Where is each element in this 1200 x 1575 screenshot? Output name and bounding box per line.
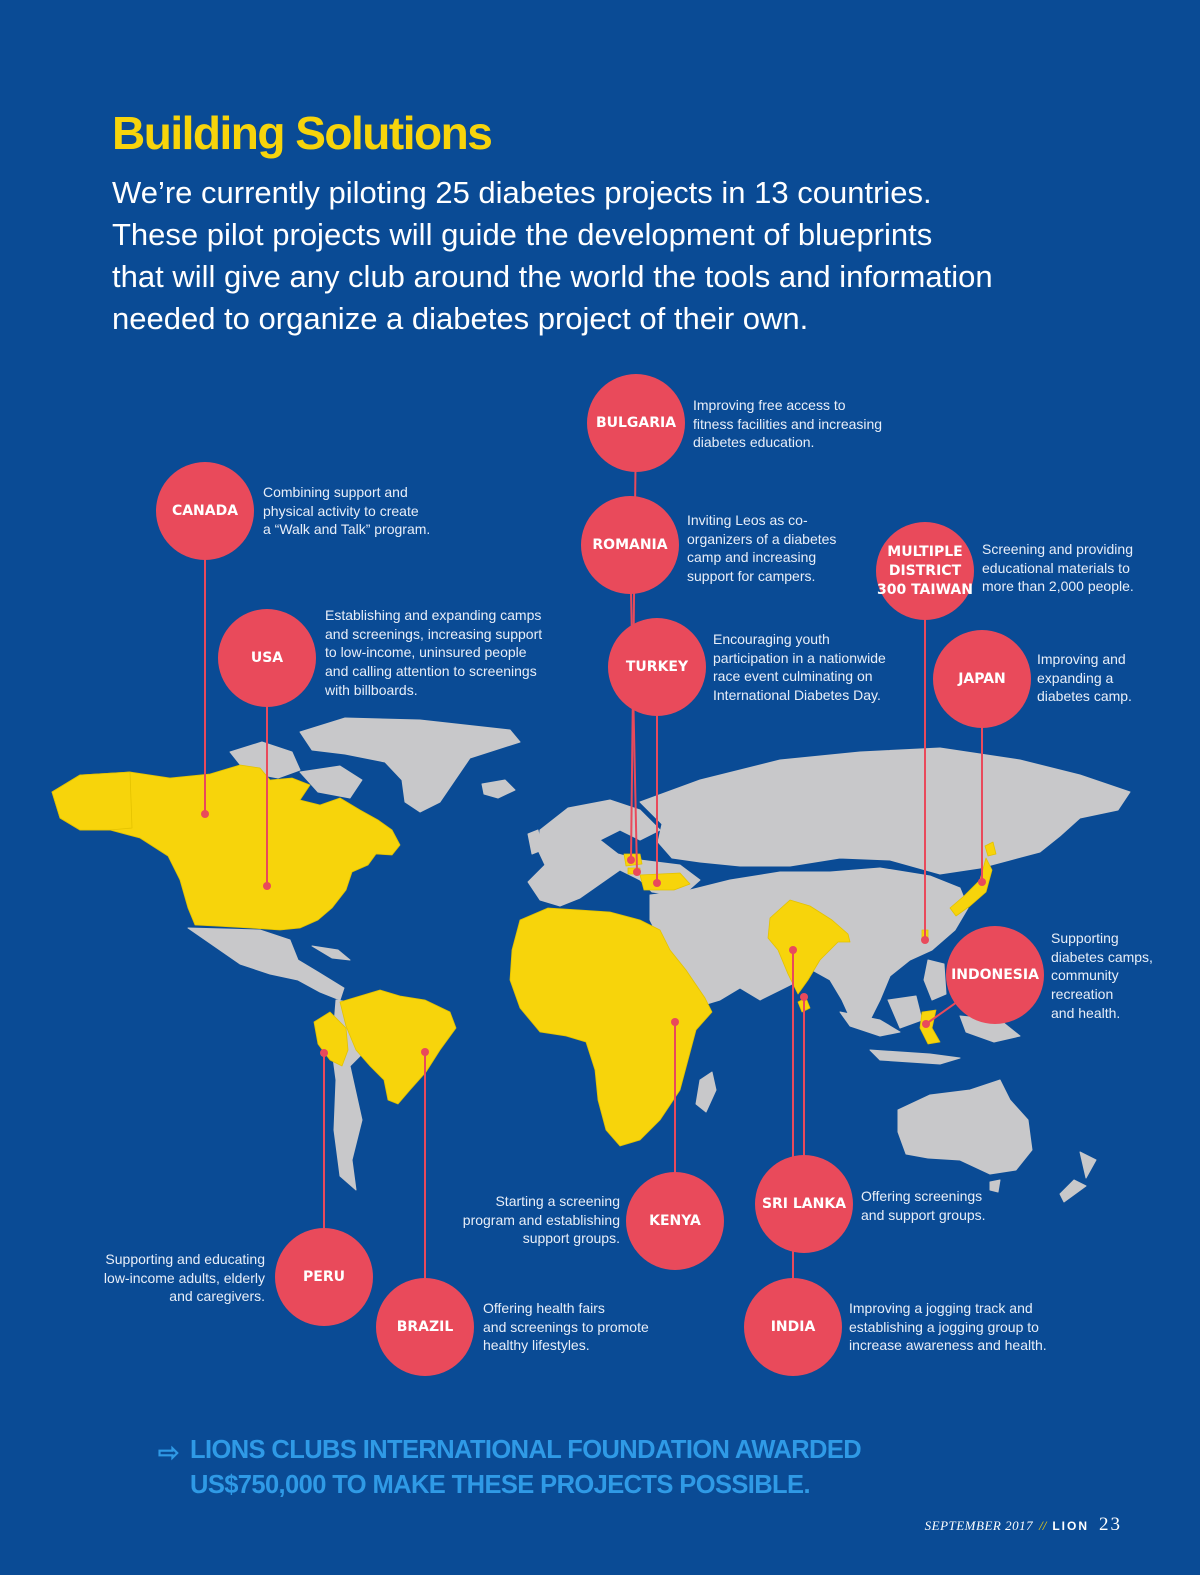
canada-description-line: physical activity to create — [263, 502, 419, 519]
japan-marker-label: JAPAN — [958, 670, 1006, 687]
usa-location-dot — [263, 882, 271, 890]
usa-description-line: Establishing and expanding camps — [325, 607, 542, 623]
turkey-marker-label: TURKEY — [625, 658, 689, 675]
kenya-description-line: Starting a screening — [495, 1193, 620, 1209]
srilanka-description-line: and support groups. — [861, 1206, 986, 1223]
borneo-land — [888, 996, 922, 1028]
turkey-description — [713, 630, 886, 705]
taiwan-location-dot — [921, 936, 929, 944]
india-location-dot — [789, 946, 797, 954]
romania-marker-label: ROMANIA — [592, 536, 668, 553]
folio-page-number: 23 — [1099, 1514, 1122, 1535]
india-description-line: increase awareness and health. — [849, 1337, 1047, 1354]
indonesia-land — [870, 1050, 960, 1064]
indonesia-location-dot — [922, 1020, 930, 1028]
bulgaria-description — [693, 396, 882, 452]
bulgaria-location-dot — [627, 856, 635, 864]
srilanka-description — [861, 1187, 986, 1224]
usa-description-line: and calling attention to screenings — [325, 663, 537, 680]
iceland-land — [482, 780, 515, 798]
callout-line: US$750,000 TO MAKE THESE PROJECTS POSSIBLE. — [190, 1471, 810, 1499]
indonesia-description — [1051, 929, 1153, 1023]
peru-marker-label: PERU — [303, 1268, 345, 1285]
page-folio — [925, 1514, 1122, 1536]
page-title: Building Solutions — [112, 107, 492, 159]
brazil-description-line: Offering health fairs — [483, 1300, 605, 1316]
canada-description — [263, 483, 430, 539]
romania-description — [687, 511, 836, 586]
usa-description-line: to low-income, uninsured people — [325, 644, 527, 661]
peru-description — [104, 1250, 265, 1306]
foundation-award-callout — [158, 1433, 861, 1503]
romania-marker — [581, 496, 679, 594]
australia-land — [898, 1080, 1032, 1174]
intro-line: These pilot projects will guide the development of blueprints — [112, 217, 933, 252]
taiwan-description-line: Screening and providing — [982, 541, 1133, 557]
arctic-islands-land — [300, 766, 362, 798]
usa-description-line: and screenings, increasing support — [325, 625, 543, 642]
kenya-marker-label: KENYA — [649, 1212, 701, 1229]
canada-marker — [156, 462, 254, 560]
greenland-land — [300, 718, 520, 812]
new-zealand-land — [1080, 1152, 1096, 1178]
india-description-line: establishing a jogging group to — [849, 1318, 1039, 1335]
indonesia-description-line: community — [1051, 967, 1119, 984]
taiwan-description-line: educational materials to — [982, 559, 1130, 576]
brazil-marker — [376, 1278, 474, 1376]
tasmania-land — [990, 1180, 1000, 1192]
bulgaria-marker — [587, 374, 685, 472]
kenya-marker — [626, 1172, 724, 1270]
usa-description — [325, 606, 542, 700]
peru-marker — [275, 1228, 373, 1326]
intro-paragraph — [112, 172, 1112, 340]
usa-description-line: with billboards. — [325, 681, 418, 698]
brazil-location-dot — [421, 1048, 429, 1056]
bulgaria-description-line: diabetes education. — [693, 434, 815, 451]
srilanka-location-dot — [800, 993, 808, 1001]
indonesia-marker-label: INDONESIA — [951, 966, 1039, 983]
peru-description-line: and caregivers. — [169, 1288, 265, 1305]
brazil-description — [483, 1299, 649, 1355]
canada-location-dot — [201, 810, 209, 818]
india-marker-label: INDIA — [770, 1318, 816, 1335]
canada-description-line: a “Walk and Talk” program. — [263, 521, 431, 538]
intro-line: that will give any club around the world the tools and information — [112, 259, 993, 294]
japan-marker — [933, 630, 1031, 728]
romania-description-line: support for campers. — [687, 568, 816, 585]
bulgaria-description-line: fitness facilities and increasing — [693, 415, 883, 432]
turkey-description-line: Encouraging youth — [713, 631, 830, 647]
usa-marker — [218, 609, 316, 707]
srilanka-marker — [755, 1155, 853, 1253]
usa-marker-label: USA — [250, 649, 284, 666]
folio-date: SEPTEMBER 2017 — [924, 1518, 1034, 1533]
srilanka-description-line: Offering screenings — [861, 1188, 983, 1204]
peru-description-line: low-income adults, elderly — [103, 1269, 265, 1286]
peru-location-dot — [320, 1049, 328, 1057]
brazil-description-line: healthy lifestyles. — [483, 1337, 590, 1354]
srilanka-marker-label: SRI LANKA — [761, 1195, 847, 1212]
taiwan-marker-label: DISTRICT — [888, 562, 962, 579]
bulgaria-marker-label: BULGARIA — [595, 414, 677, 431]
japan-location-dot — [978, 878, 986, 886]
canada-marker-label: CANADA — [171, 502, 239, 519]
folio-separator: // — [1039, 1518, 1047, 1533]
turkey-marker — [608, 618, 706, 716]
kenya-description — [463, 1192, 620, 1248]
romania-description-line: organizers of a diabetes — [687, 530, 837, 547]
india-description-line: Improving a jogging track and — [849, 1300, 1033, 1316]
kenya-description-line: program and establishing — [462, 1211, 620, 1228]
canada-description-line: Combining support and — [263, 484, 408, 500]
intro-line: We’re currently piloting 25 diabetes projects in 13 countries. — [112, 175, 932, 210]
indonesia-description-line: and health. — [1051, 1004, 1121, 1021]
indonesia-description-line: diabetes camps, — [1051, 948, 1153, 965]
taiwan-description — [982, 540, 1134, 596]
japan-description-line: diabetes camp. — [1037, 688, 1132, 705]
arrow-right-icon: ⇨ — [158, 1439, 179, 1467]
indonesia-marker — [946, 926, 1044, 1024]
indonesia-description-line: Supporting — [1051, 930, 1119, 946]
intro-line: needed to organize a diabetes project of their own. — [112, 301, 809, 336]
india-description — [849, 1299, 1047, 1355]
madagascar-land — [696, 1072, 716, 1112]
folio-magazine: LION — [1052, 1519, 1089, 1533]
taiwan-marker-label: 300 TAIWAN — [877, 581, 973, 598]
romania-description-line: Inviting Leos as co- — [687, 512, 808, 528]
caribbean-land — [312, 946, 350, 960]
indonesia-description-line: recreation — [1051, 986, 1114, 1003]
turkey-location-dot — [653, 879, 661, 887]
brazil-land — [340, 990, 456, 1104]
turkey-description-line: participation in a nationwide — [713, 649, 886, 666]
kenya-location-dot — [671, 1018, 679, 1026]
brazil-marker-label: BRAZIL — [396, 1318, 454, 1335]
callout-line: LIONS CLUBS INTERNATIONAL FOUNDATION AWARDED — [190, 1436, 862, 1464]
india-marker — [744, 1278, 842, 1376]
bulgaria-description-line: Improving free access to — [693, 397, 846, 413]
philippines-land — [924, 960, 946, 1000]
japan-description — [1037, 650, 1132, 706]
taiwan-marker — [876, 522, 974, 620]
japan-description-line: Improving and — [1037, 651, 1126, 667]
new-zealand-land — [1060, 1180, 1086, 1202]
turkey-description-line: race event culminating on — [713, 668, 873, 685]
mexico-land — [188, 928, 344, 1000]
taiwan-description-line: more than 2,000 people. — [982, 578, 1134, 595]
turkey-description-line: International Diabetes Day. — [713, 687, 881, 704]
kenya-description-line: support groups. — [522, 1230, 620, 1247]
peru-description-line: Supporting and educating — [105, 1251, 265, 1267]
taiwan-marker-label: MULTIPLE — [887, 543, 963, 560]
japan-description-line: expanding a — [1037, 669, 1114, 686]
russia-land — [640, 748, 1130, 874]
brazil-description-line: and screenings to promote — [483, 1318, 649, 1335]
romania-description-line: camp and increasing — [687, 549, 817, 566]
alaska-land — [52, 772, 132, 830]
romania-location-dot — [633, 868, 641, 876]
